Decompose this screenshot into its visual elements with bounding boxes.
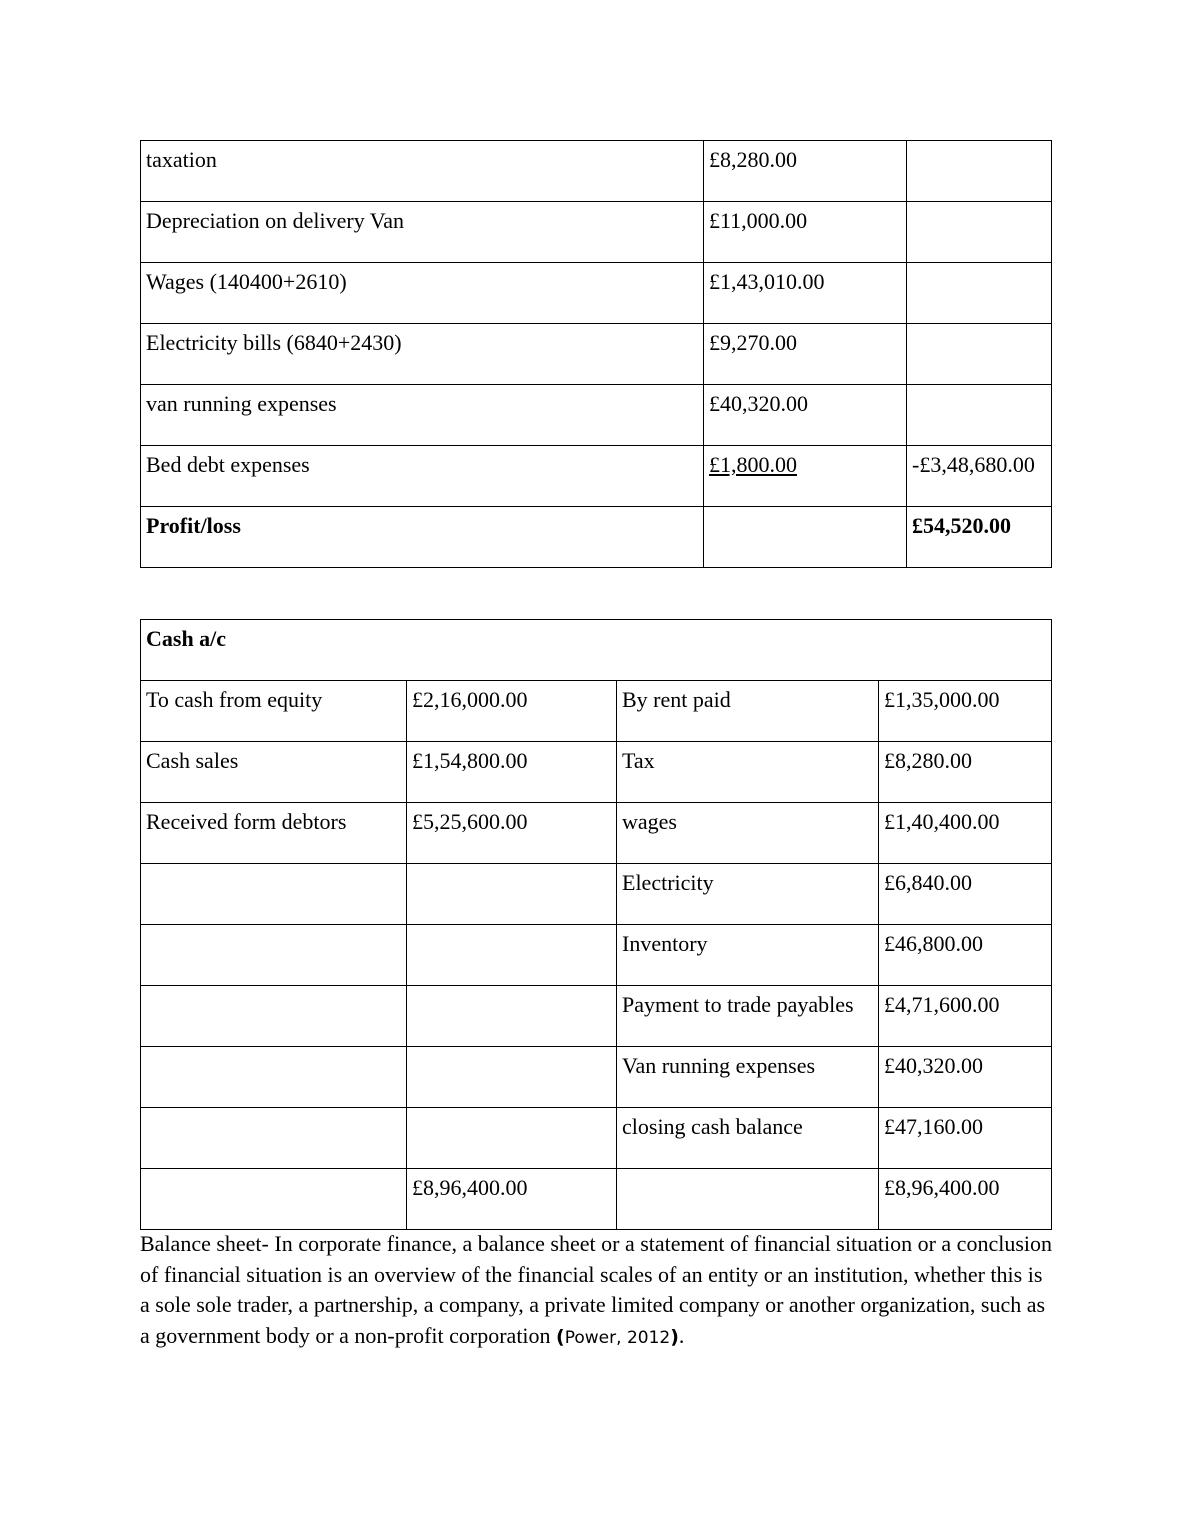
debit-label [141, 925, 407, 986]
paragraph-end: . [678, 1322, 685, 1348]
credit-label: Electricity [617, 864, 879, 925]
row-amount: £40,320.00 [704, 385, 907, 446]
credit-amount: £40,320.00 [879, 1047, 1052, 1108]
debit-label: Cash sales [141, 742, 407, 803]
table-row [141, 446, 1052, 507]
row-label: Wages (140400+2610) [141, 263, 704, 324]
table-row [141, 681, 1052, 742]
credit-total: £8,96,400.00 [879, 1169, 1052, 1230]
debit-total: £8,96,400.00 [407, 1169, 617, 1230]
table-row [141, 925, 1052, 986]
profit-loss-table [140, 140, 1052, 568]
table-row [141, 1047, 1052, 1108]
credit-amount: £47,160.00 [879, 1108, 1052, 1169]
credit-label: Inventory [617, 925, 879, 986]
row-amount: £9,270.00 [704, 324, 907, 385]
row-label: van running expenses [141, 385, 704, 446]
credit-amount: £46,800.00 [879, 925, 1052, 986]
table-row [141, 986, 1052, 1047]
credit-label: Payment to trade payables [617, 986, 879, 1047]
credit-amount: £1,40,400.00 [879, 803, 1052, 864]
debit-amount [407, 1108, 617, 1169]
debit-label: Received form debtors [141, 803, 407, 864]
row-amount: £1,43,010.00 [704, 263, 907, 324]
row-label: Bed debt expenses [141, 446, 704, 507]
credit-label: wages [617, 803, 879, 864]
row-total: -£3,48,680.00 [907, 446, 1052, 507]
row-label: taxation [141, 141, 704, 202]
row-amount: £11,000.00 [704, 202, 907, 263]
credit-amount: £8,280.00 [879, 742, 1052, 803]
row-total [907, 324, 1052, 385]
underlined-amount: £1,800.00 [709, 452, 797, 477]
row-label: Depreciation on delivery Van [141, 202, 704, 263]
cash-account-title-row [141, 620, 1052, 681]
debit-amount: £1,54,800.00 [407, 742, 617, 803]
profit-loss-label: Profit/loss [141, 507, 704, 568]
debit-total-label [141, 1169, 407, 1230]
row-total [907, 263, 1052, 324]
credit-amount: £6,840.00 [879, 864, 1052, 925]
row-amount: £8,280.00 [704, 141, 907, 202]
debit-label [141, 864, 407, 925]
table-row [141, 202, 1052, 263]
row-amount [704, 446, 907, 507]
profit-loss-amount [704, 507, 907, 568]
profit-loss-total: £54,520.00 [907, 507, 1052, 568]
table-row [141, 324, 1052, 385]
credit-label: Tax [617, 742, 879, 803]
credit-amount: £1,35,000.00 [879, 681, 1052, 742]
row-label: Electricity bills (6840+2430) [141, 324, 704, 385]
row-total [907, 141, 1052, 202]
table-row [141, 385, 1052, 446]
row-total [907, 385, 1052, 446]
profit-loss-row [141, 507, 1052, 568]
credit-label: closing cash balance [617, 1108, 879, 1169]
debit-amount [407, 864, 617, 925]
debit-amount: £2,16,000.00 [407, 681, 617, 742]
credit-amount: £4,71,600.00 [879, 986, 1052, 1047]
table-row [141, 1108, 1052, 1169]
debit-label: To cash from equity [141, 681, 407, 742]
citation-open-paren: ( [556, 1325, 565, 1348]
debit-amount [407, 1047, 617, 1108]
citation: Power, 2012 [564, 1327, 671, 1348]
table-row [141, 742, 1052, 803]
table-row [141, 263, 1052, 324]
debit-label [141, 1108, 407, 1169]
table-row [141, 864, 1052, 925]
table-row [141, 803, 1052, 864]
citation-close-paren: ) [670, 1325, 679, 1348]
debit-label [141, 1047, 407, 1108]
credit-total-label [617, 1169, 879, 1230]
totals-row [141, 1169, 1052, 1230]
cash-account-table [140, 619, 1052, 1230]
table-row [141, 141, 1052, 202]
debit-amount [407, 986, 617, 1047]
cash-account-title: Cash a/c [141, 620, 1052, 681]
balance-sheet-paragraph [140, 1229, 1055, 1353]
debit-amount: £5,25,600.00 [407, 803, 617, 864]
debit-label [141, 986, 407, 1047]
debit-amount [407, 925, 617, 986]
credit-label: By rent paid [617, 681, 879, 742]
paragraph-text: Balance sheet- In corporate finance, a balance sheet or a statement of financial situation or a conclusion of financial situation is an overview of the financial scales of an entity or an institution, whether this is a sole sole trader, a partnership, a company, a private limited company or another organization, such as a government body or a non-profit corporation [140, 1231, 1052, 1348]
credit-label: Van running expenses [617, 1047, 879, 1108]
row-total [907, 202, 1052, 263]
